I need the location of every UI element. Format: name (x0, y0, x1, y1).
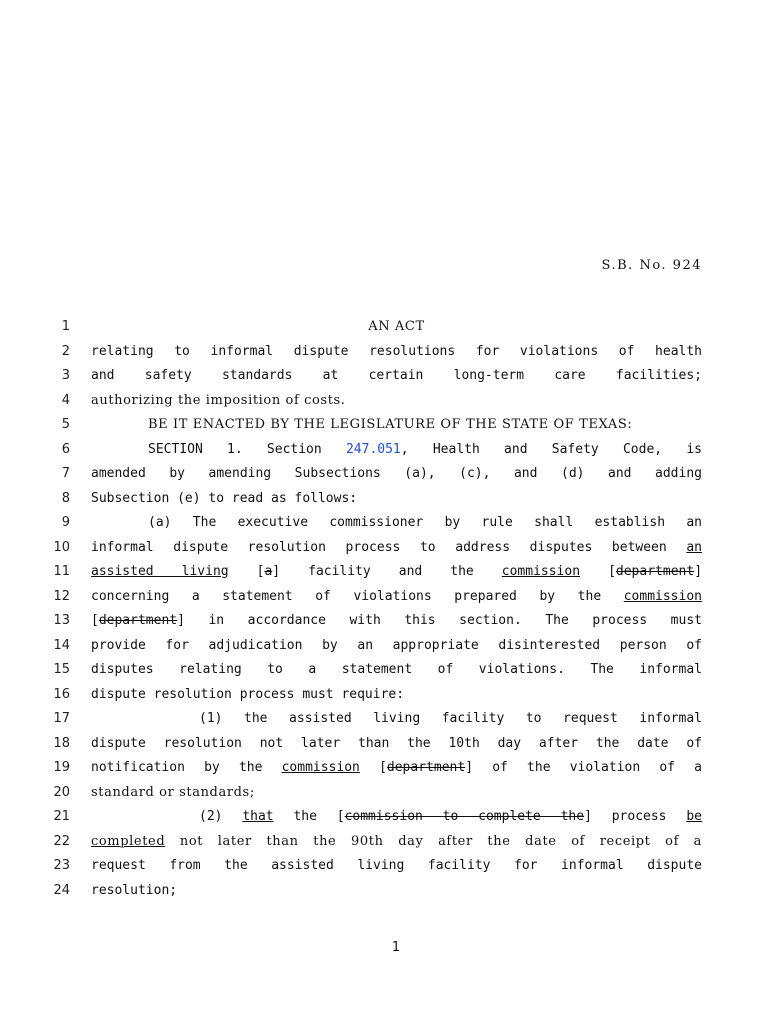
line-number: 3 (61, 368, 70, 383)
line-17 (0, 710, 770, 735)
line-11 (0, 563, 770, 588)
line-text: provide for adjudication by an appropriate disinterested person of (91, 637, 702, 653)
line-5 (0, 416, 770, 441)
line-16 (0, 686, 770, 711)
deleted-text: a (264, 564, 273, 579)
line-text: assisted living [a] facility and the commission [department] (91, 564, 703, 579)
line-text: resolution; (91, 882, 178, 898)
line-3 (0, 367, 770, 392)
line-21 (0, 808, 770, 833)
line-number: 16 (53, 686, 70, 702)
line-number: 7 (61, 466, 70, 481)
line-number: 19 (53, 760, 70, 775)
line-text: (2) that the [commission to complete the] process be (199, 809, 702, 824)
bill-text (0, 318, 770, 906)
line-text: (1) the assisted living facility to request informal (199, 711, 702, 726)
line-text: concerning a statement of violations prepared by the commission (91, 588, 702, 604)
inserted-text: an (686, 539, 702, 555)
line-number: 11 (53, 564, 70, 579)
line-text: standard or standards; (91, 784, 255, 800)
line-14 (0, 637, 770, 662)
line-number: 5 (61, 417, 70, 432)
line-number: 13 (53, 613, 70, 628)
line-24 (0, 882, 770, 907)
line-6 (0, 441, 770, 466)
line-number: 20 (53, 784, 70, 800)
line-number: 24 (53, 882, 70, 898)
line-8 (0, 490, 770, 515)
line-text: dispute resolution not later than the 10th day after the date of (91, 735, 702, 751)
line-text: informal dispute resolution process to address disputes between an (91, 539, 702, 555)
page-number: 1 (391, 940, 401, 955)
line-number: 1 (61, 319, 70, 334)
line-number: 2 (61, 343, 70, 359)
line-18 (0, 735, 770, 760)
deleted-text: commission to complete the (344, 809, 585, 824)
line-number: 14 (53, 637, 70, 653)
line-number: 18 (53, 735, 70, 751)
line-23 (0, 857, 770, 882)
deleted-text: department (615, 564, 695, 579)
line-text: SECTION 1. Section 247.051, Health and Safety Code, is (148, 441, 702, 457)
inserted-text: that (242, 809, 274, 824)
line-text: dispute resolution process must require: (91, 686, 405, 702)
line-12 (0, 588, 770, 613)
line-15 (0, 661, 770, 686)
line-text: amended by amending Subsections (a), (c), and (d) and adding (91, 466, 702, 481)
inserted-text: commission (623, 588, 702, 604)
line-number: 15 (53, 662, 70, 677)
section-link[interactable]: 247.051 (345, 441, 401, 457)
line-1 (0, 318, 770, 343)
line-22 (0, 833, 770, 858)
line-number: 21 (53, 809, 70, 824)
deleted-text: department (386, 760, 466, 775)
line-text: (a) The executive commissioner by rule shall establish an (148, 515, 702, 530)
line-text: and safety standards at certain long-term care facilities; (91, 368, 702, 383)
line-text: notification by the commission [department] of the violation of a (91, 760, 702, 775)
inserted-text: commission (501, 564, 581, 579)
line-text: relating to informal dispute resolutions for violations of health (91, 343, 702, 359)
line-number: 12 (53, 588, 70, 604)
line-10 (0, 539, 770, 564)
line-text: [department] in accordance with this section. The process must (91, 613, 702, 628)
enacting-clause: BE IT ENACTED BY THE LEGISLATURE OF THE STATE OF TEXAS: (148, 417, 633, 432)
inserted-text: commission (281, 760, 360, 775)
line-7 (0, 465, 770, 490)
inserted-text: assisted living (91, 564, 229, 579)
inserted-text: be (686, 809, 702, 824)
line-number: 10 (53, 539, 70, 555)
line-19 (0, 759, 770, 784)
line-number: 17 (53, 711, 70, 726)
line-20 (0, 784, 770, 809)
line-text: disputes relating to a statement of violations. The informal (91, 662, 702, 677)
line-number: 8 (61, 490, 70, 506)
act-heading: AN ACT (368, 319, 425, 334)
line-text: Subsection (e) to read as follows: (91, 490, 358, 506)
line-number: 6 (61, 441, 70, 457)
line-text: completed not later than the 90th day after the date of receipt of a (91, 833, 702, 849)
line-text: request from the assisted living facility for informal dispute (91, 858, 702, 873)
line-2 (0, 343, 770, 368)
deleted-text: department (98, 613, 178, 628)
line-9 (0, 514, 770, 539)
line-text: authorizing the imposition of costs. (91, 392, 346, 408)
line-number: 23 (53, 858, 70, 873)
bill-number: S.B. No. 924 (601, 258, 702, 273)
line-4 (0, 392, 770, 417)
line-13 (0, 612, 770, 637)
line-number: 22 (53, 833, 70, 849)
line-number: 9 (61, 515, 70, 530)
inserted-text: completed (91, 833, 166, 849)
line-number: 4 (61, 392, 70, 408)
